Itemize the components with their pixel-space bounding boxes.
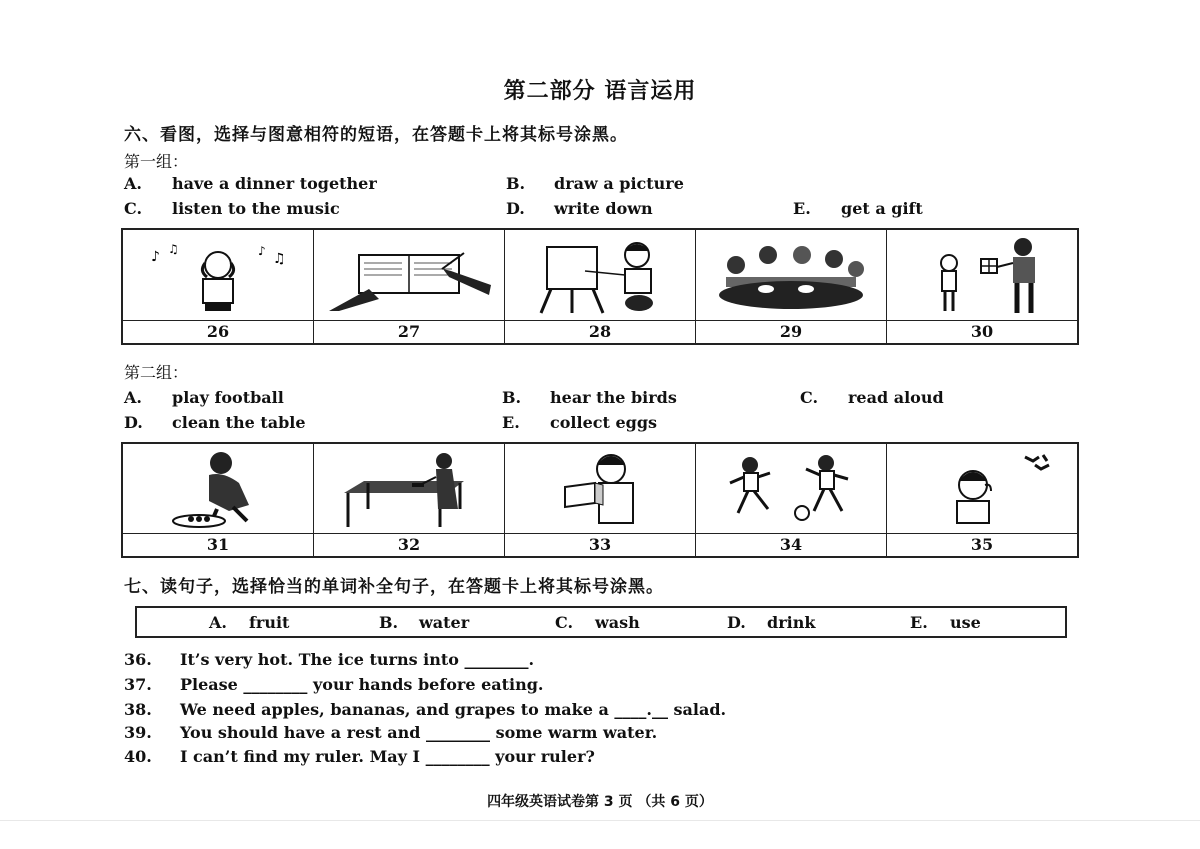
group2-option-d: D. clean the table [124, 413, 306, 432]
sentence-36: 36. It’s very hot. The ice turns into ________. [124, 650, 535, 669]
giving-gift-icon [897, 233, 1067, 317]
word-option-a: A. fruit [209, 613, 290, 632]
group2-option-e: E. collect eggs [502, 413, 658, 432]
group1-option-d: D. write down [506, 199, 653, 218]
picture-cell-34 [696, 444, 887, 556]
writing-book-icon [324, 233, 494, 317]
svg-text:♫: ♫ [273, 251, 286, 267]
section6-instruction: 六、看图，选择与图意相符的短语，在答题卡上将其标号涂黑。 [124, 125, 628, 145]
svg-text:♪: ♪ [151, 249, 160, 265]
word-option-e: E. use [910, 613, 981, 632]
drawing-easel-icon [515, 233, 685, 317]
group2-option-c: C. read aloud [800, 388, 944, 407]
group2-label: 第二组： [124, 363, 189, 382]
group1-option-b: B. draw a picture [506, 174, 684, 193]
group2-option-b: B. hear the birds [502, 388, 677, 407]
group1-option-e: E. get a gift [793, 199, 923, 218]
page-footer: 四年级英语试卷第 3 页 （共 6 页） [487, 794, 713, 810]
picture-number: 34 [696, 533, 886, 556]
family-dinner-icon [706, 233, 876, 317]
word-option-c: C. wash [555, 613, 640, 632]
picture-number: 35 [887, 533, 1077, 556]
picture-cell-29 [696, 230, 887, 343]
picture-cell-32 [314, 444, 505, 556]
page-title: 第二部分 语言运用 [503, 79, 697, 104]
word-option-b: B. water [379, 613, 470, 632]
word-option-d: D. drink [727, 613, 816, 632]
hearing-birds-icon [897, 447, 1067, 531]
picture-cell-35 [887, 444, 1077, 556]
picture-cell-26 [123, 230, 314, 343]
picture-cell-33 [505, 444, 696, 556]
picture-cell-28 [505, 230, 696, 343]
picture-cell-31 [123, 444, 314, 556]
group2-picture-table [121, 442, 1079, 558]
sentence-40: 40. I can’t find my ruler. May I ________ your ruler? [124, 747, 595, 766]
sentence-39: 39. You should have a rest and ________ some warm water. [124, 723, 658, 742]
group1-option-c: C. listen to the music [124, 199, 340, 218]
picture-number: 27 [314, 320, 504, 343]
picture-number: 28 [505, 320, 695, 343]
sentence-37: 37. Please ________ your hands before eating. [124, 675, 544, 694]
svg-text:♪: ♪ [258, 244, 266, 258]
picture-number: 32 [314, 533, 504, 556]
group1-label: 第一组： [124, 152, 189, 171]
page-bottom-divider [0, 820, 1200, 821]
picture-number: 26 [123, 320, 313, 343]
reading-book-icon [515, 447, 685, 531]
group2-option-a: A. play football [124, 388, 284, 407]
picture-number: 30 [887, 320, 1077, 343]
group1-picture-table [121, 228, 1079, 345]
svg-text:♫: ♫ [168, 242, 179, 256]
picture-number: 33 [505, 533, 695, 556]
word-bank-box [135, 606, 1067, 638]
collecting-eggs-icon [133, 447, 303, 531]
picture-number: 29 [696, 320, 886, 343]
group1-option-a: A. have a dinner together [124, 174, 377, 193]
picture-cell-30 [887, 230, 1077, 343]
picture-cell-27 [314, 230, 505, 343]
listening-music-icon [133, 233, 303, 317]
cleaning-table-icon [324, 447, 494, 531]
sentence-38: 38. We need apples, bananas, and grapes to make a ____.__ salad. [124, 700, 727, 719]
section7-instruction: 七、读句子，选择恰当的单词补全句子，在答题卡上将其标号涂黑。 [124, 577, 664, 597]
playing-football-icon [706, 447, 876, 531]
picture-number: 31 [123, 533, 313, 556]
